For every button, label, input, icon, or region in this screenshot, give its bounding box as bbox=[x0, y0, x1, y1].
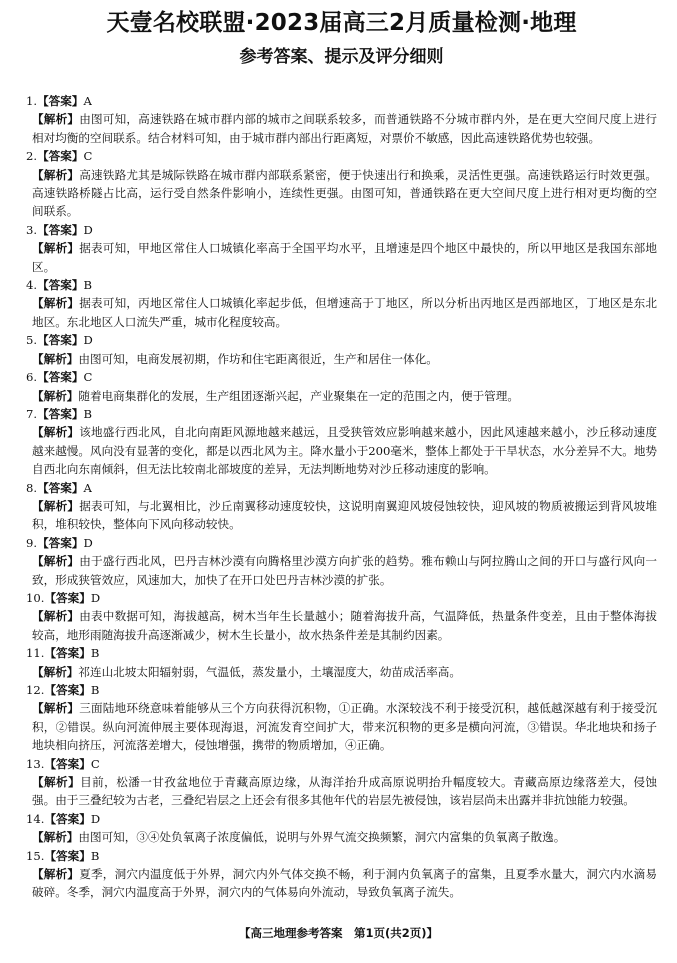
answer-letter: C bbox=[83, 149, 93, 164]
analysis-tag: 【解析】 bbox=[32, 498, 80, 513]
answer-line bbox=[26, 534, 657, 552]
answer-line bbox=[26, 810, 657, 828]
analysis-text: 高速铁路尤其是城际铁路在城市群内部联系紧密，便于快速出行和换乘，灵活性更强。高速铁路运行时效更强。高速铁路桥隧占比高，运行受自然条件影响小，连续性更强。由图可知，普通铁路在更大空间尺度上进行相对更均衡的空间联系。 bbox=[32, 167, 657, 219]
analysis-tag: 【解析】 bbox=[32, 775, 81, 790]
analysis-text: 据表可知，甲地区常住人口城镇化率高于全国平均水平，且增速是四个地区中最快的，所以甲地区是我国东部地区。 bbox=[32, 241, 657, 274]
question-number: 4. bbox=[26, 278, 38, 293]
answer-line bbox=[26, 681, 657, 699]
analysis-paragraph bbox=[26, 773, 657, 810]
answer-tag: 【答案】 bbox=[37, 370, 84, 385]
answer-tag: 【答案】 bbox=[37, 333, 84, 348]
analysis-paragraph bbox=[26, 828, 657, 846]
answer-line bbox=[26, 276, 657, 294]
analysis-paragraph bbox=[26, 699, 657, 754]
page-title: 天壹名校联盟·2023届高三2月质量检测·地理 bbox=[106, 10, 577, 36]
question-number: 12. bbox=[26, 683, 45, 697]
answer-tag: 【答案】 bbox=[44, 811, 91, 826]
analysis-tag: 【解析】 bbox=[32, 296, 80, 311]
analysis-text: 据表可知，与北翼相比，沙丘南翼移动速度较快，这说明南翼迎风坡侵蚀较快，迎风坡的物质被搬运到背风坡堆积，堆积较快，整体向下风向移动较快。 bbox=[32, 498, 657, 532]
answer-tag: 【答案】 bbox=[37, 149, 84, 164]
answer-item bbox=[26, 755, 657, 810]
answer-line bbox=[26, 644, 657, 662]
answer-letter: D bbox=[83, 222, 93, 237]
analysis-paragraph bbox=[26, 607, 657, 644]
analysis-text: 据表可知，丙地区常住人口城镇化率起步低，但增速高于丁地区，所以分析出丙地区是西部地区，丁地区是东北地区。东北地区人口流失严重，城市化程度较高。 bbox=[32, 296, 657, 329]
analysis-paragraph bbox=[26, 497, 657, 534]
answer-item bbox=[26, 147, 657, 221]
answer-item bbox=[26, 221, 657, 276]
answer-line bbox=[26, 92, 657, 110]
answer-tag: 【答案】 bbox=[44, 683, 91, 697]
analysis-paragraph bbox=[26, 110, 657, 147]
question-number: 10. bbox=[26, 590, 45, 605]
answer-item bbox=[26, 405, 657, 479]
analysis-paragraph bbox=[26, 423, 657, 478]
answer-letter: B bbox=[90, 646, 100, 661]
analysis-text: 夏季，洞穴内温度低于外界，洞穴内外气体交换不畅，利于洞内负氧离子的富集，且夏季水量大，洞穴内水滴易破碎。冬季，洞穴内温度高于外界，洞穴内的气体易向外流动，导致负氧离子流失。 bbox=[32, 867, 657, 900]
analysis-tag: 【解析】 bbox=[32, 112, 80, 127]
answer-tag: 【答案】 bbox=[37, 535, 84, 550]
answer-item bbox=[26, 368, 657, 405]
analysis-paragraph bbox=[26, 239, 657, 276]
analysis-text: 由图可知，高速铁路在城市群内部的城市之间联系较多，而普通铁路不分城市群内外，是在更大空间尺度上进行相对均衡的空间联系。结合材料可知，由于城市群内部出行距离短，对票价不敏感，因此高速铁路优势也较强。 bbox=[32, 112, 657, 145]
answer-tag: 【答案】 bbox=[44, 756, 91, 771]
answer-letter: B bbox=[83, 278, 92, 293]
answer-item bbox=[26, 810, 657, 847]
analysis-tag: 【解析】 bbox=[32, 664, 79, 679]
analysis-text: 该地盛行西北风，自北向南距风源地越来越远，且受狭管效应影响越来越小，因此风速越来越小，沙丘移动速度越来越慢。风向没有显著的变化，都是以西北风为主。降水量小于200毫米，整体上都处于干旱状态，水分差异不大。地势自西北向东南倾斜，但无法比较南北部坡度的差异，无法判断地势对沙丘移动速度的影响。 bbox=[32, 425, 658, 477]
question-number: 3. bbox=[26, 222, 38, 237]
analysis-text: 祁连山北坡太阳辐射弱，气温低，蒸发量小，土壤湿度大，幼苗成活率高。 bbox=[78, 664, 461, 679]
answer-letter: A bbox=[83, 94, 92, 108]
answer-letter: B bbox=[83, 406, 92, 421]
analysis-paragraph bbox=[26, 663, 657, 681]
answer-tag: 【答案】 bbox=[37, 278, 84, 293]
answer-tag: 【答案】 bbox=[37, 406, 84, 421]
answer-line bbox=[26, 368, 657, 386]
question-number: 1. bbox=[26, 94, 38, 108]
answer-tag: 【答案】 bbox=[44, 848, 91, 863]
answer-tag: 【答案】 bbox=[37, 480, 84, 495]
page-subtitle: 参考答案、提示及评分细则 bbox=[239, 47, 444, 67]
answer-item bbox=[26, 681, 657, 755]
analysis-tag: 【解析】 bbox=[32, 241, 80, 256]
analysis-tag: 【解析】 bbox=[32, 351, 79, 366]
analysis-tag: 【解析】 bbox=[32, 167, 80, 182]
answer-line bbox=[26, 847, 657, 865]
answer-line bbox=[26, 331, 657, 349]
answer-line bbox=[26, 755, 657, 773]
analysis-paragraph bbox=[26, 552, 657, 589]
answer-list bbox=[26, 92, 657, 902]
answer-letter: D bbox=[90, 590, 101, 605]
answer-tag: 【答案】 bbox=[37, 222, 84, 237]
question-number: 7. bbox=[26, 406, 38, 421]
answer-line bbox=[26, 589, 657, 607]
answer-line bbox=[26, 147, 657, 165]
analysis-paragraph bbox=[26, 166, 657, 221]
analysis-tag: 【解析】 bbox=[32, 830, 79, 845]
analysis-text: 由表中数据可知，海拔越高，树木当年生长量越小；随着海拔升高，气温降低，热量条件变差，且由于整体海拔较高，地形雨随海拔升高逐渐减少，树木生长量小，故水热条件差是其制约因素。 bbox=[32, 609, 657, 642]
answer-letter: C bbox=[90, 756, 100, 771]
answer-item bbox=[26, 534, 657, 589]
answer-line bbox=[26, 479, 657, 497]
analysis-tag: 【解析】 bbox=[32, 609, 80, 624]
analysis-paragraph bbox=[26, 294, 657, 331]
answer-item bbox=[26, 847, 657, 902]
page-footer: 【高三地理参考答案 第1页(共2页)】 bbox=[238, 926, 438, 940]
answer-letter: D bbox=[83, 333, 93, 348]
question-number: 9. bbox=[26, 535, 38, 550]
answer-letter: D bbox=[83, 535, 93, 550]
answer-letter: B bbox=[90, 848, 100, 863]
question-number: 15. bbox=[26, 848, 45, 863]
answer-letter: D bbox=[90, 811, 101, 826]
question-number: 11. bbox=[26, 646, 45, 661]
answer-letter: A bbox=[83, 480, 92, 495]
question-number: 8. bbox=[26, 480, 38, 495]
analysis-text: 目前，松潘一甘孜盆地位于青藏高原边缘，从海洋抬升成高原说明抬升幅度较大。青藏高原边缘落差大，侵蚀强。由于三叠纪较为古老，三叠纪岩层之上还会有很多其他年代的岩层先被侵蚀，该岩层尚未出露并非抗蚀能力较强。 bbox=[32, 775, 657, 808]
answer-line bbox=[26, 405, 657, 423]
answer-line bbox=[26, 221, 657, 239]
analysis-text: 由图可知，③④处负氧离子浓度偏低，说明与外界气流交换频繁，洞穴内富集的负氧离子散逸。 bbox=[78, 830, 566, 845]
analysis-text: 由于盛行西北风，巴丹吉林沙漠有向腾格里沙漠方向扩张的趋势。雅布赖山与阿拉腾山之间的开口与盛行风向一致，形成狭管效应，风速加大，加快了在开口处巴丹吉林沙漠的扩张。 bbox=[32, 554, 657, 587]
analysis-text: 随着电商集群化的发展，生产组团逐渐兴起，产业聚集在一定的范围之内，便于管理。 bbox=[78, 388, 519, 403]
analysis-text: 由图可知，电商发展初期，作坊和住宅距离很近，生产和居住一体化。 bbox=[78, 351, 438, 366]
question-number: 13. bbox=[26, 756, 45, 771]
answer-item bbox=[26, 92, 657, 147]
analysis-tag: 【解析】 bbox=[32, 554, 80, 569]
answer-tag: 【答案】 bbox=[44, 590, 91, 605]
analysis-text: 三面陆地环绕意味着能够从三个方向获得沉积物，①正确。水深较浅不利于接受沉积，越低越深越有利于接受沉积，②错误。纵向河流伸展主要体现海退，河流发育空间扩大，带来沉积物的更多是横向河流，③错误。华北地块和扬子地块相向挤压，河流落差增大，侵蚀增强，携带的物质增加，④正确。 bbox=[32, 701, 657, 753]
question-number: 2. bbox=[26, 149, 38, 164]
answer-item bbox=[26, 589, 657, 644]
question-number: 14. bbox=[26, 811, 45, 826]
question-number: 5. bbox=[26, 333, 38, 348]
question-number: 6. bbox=[26, 370, 38, 385]
analysis-tag: 【解析】 bbox=[32, 425, 80, 440]
answer-tag: 【答案】 bbox=[44, 646, 91, 661]
answer-letter: C bbox=[83, 370, 93, 385]
answer-item bbox=[26, 276, 657, 331]
analysis-paragraph bbox=[26, 350, 657, 368]
answer-tag: 【答案】 bbox=[37, 94, 84, 108]
answer-letter: B bbox=[90, 683, 100, 697]
answer-item bbox=[26, 331, 657, 368]
answer-item bbox=[26, 479, 657, 534]
analysis-tag: 【解析】 bbox=[32, 701, 80, 716]
analysis-paragraph bbox=[26, 865, 657, 902]
analysis-tag: 【解析】 bbox=[32, 867, 80, 882]
answer-item bbox=[26, 644, 657, 681]
analysis-paragraph bbox=[26, 387, 657, 405]
analysis-tag: 【解析】 bbox=[32, 388, 79, 403]
